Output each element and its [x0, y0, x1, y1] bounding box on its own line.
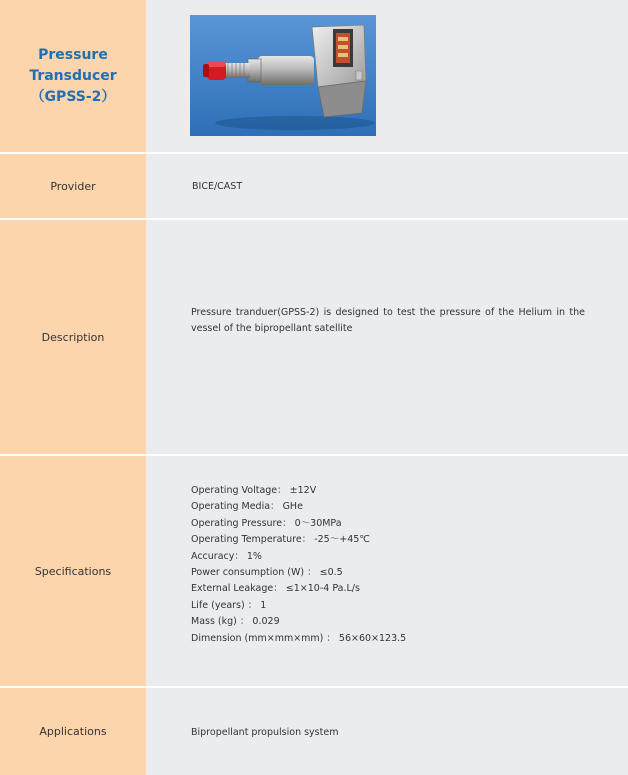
applications-value: Bipropellant propulsion system	[191, 727, 339, 738]
applications-label: Applications	[0, 688, 146, 775]
description-text: Pressure tranduer(GPSS-2) is designed to test the pressure of the Helium in the vessel of the bipropellant satellite	[191, 307, 585, 334]
description-label: Description	[0, 220, 146, 454]
specifications-row	[0, 456, 628, 686]
title-cell	[0, 0, 146, 152]
spec-item: Operating Voltage： ±12V	[191, 485, 317, 496]
provider-value-cell	[146, 154, 628, 218]
spec-item: Operating Temperature： -25～+45℃	[191, 534, 370, 546]
provider-value: BICE/CAST	[192, 181, 243, 192]
description-value-cell	[146, 220, 628, 454]
applications-row	[0, 688, 628, 775]
spec-item: Life (years) ： 1	[191, 599, 267, 611]
product-title	[29, 45, 116, 108]
title-row	[0, 0, 628, 152]
applications-value-cell	[146, 688, 628, 775]
spec-item: Mass (kg) ： 0.029	[191, 616, 280, 628]
product-title-line-1: Pressure	[38, 46, 108, 63]
product-title-line-2: Transducer	[29, 67, 117, 84]
spec-item: Dimension (mm×mm×mm) ： 56×60×123.5	[191, 632, 407, 644]
spec-item: Power consumption (W) ： ≤0.5	[191, 566, 343, 578]
spec-item: Accuracy： 1%	[191, 550, 262, 562]
description-row	[0, 220, 628, 454]
spec-list	[191, 483, 406, 647]
spec-item: Operating Media： GHe	[191, 501, 303, 513]
provider-row	[0, 154, 628, 218]
specifications-value-cell	[146, 456, 628, 686]
photo-cell	[146, 0, 628, 152]
spec-item: External Leakage： ≤1×10-4 Pa.L/s	[191, 583, 360, 595]
product-title-line-3: （GPSS-2）	[30, 88, 116, 105]
provider-label: Provider	[0, 154, 146, 218]
specifications-label: Specifications	[0, 456, 146, 686]
pressure-transducer-photo	[190, 15, 376, 136]
spec-item: Operating Pressure： 0～30MPa	[191, 517, 342, 529]
